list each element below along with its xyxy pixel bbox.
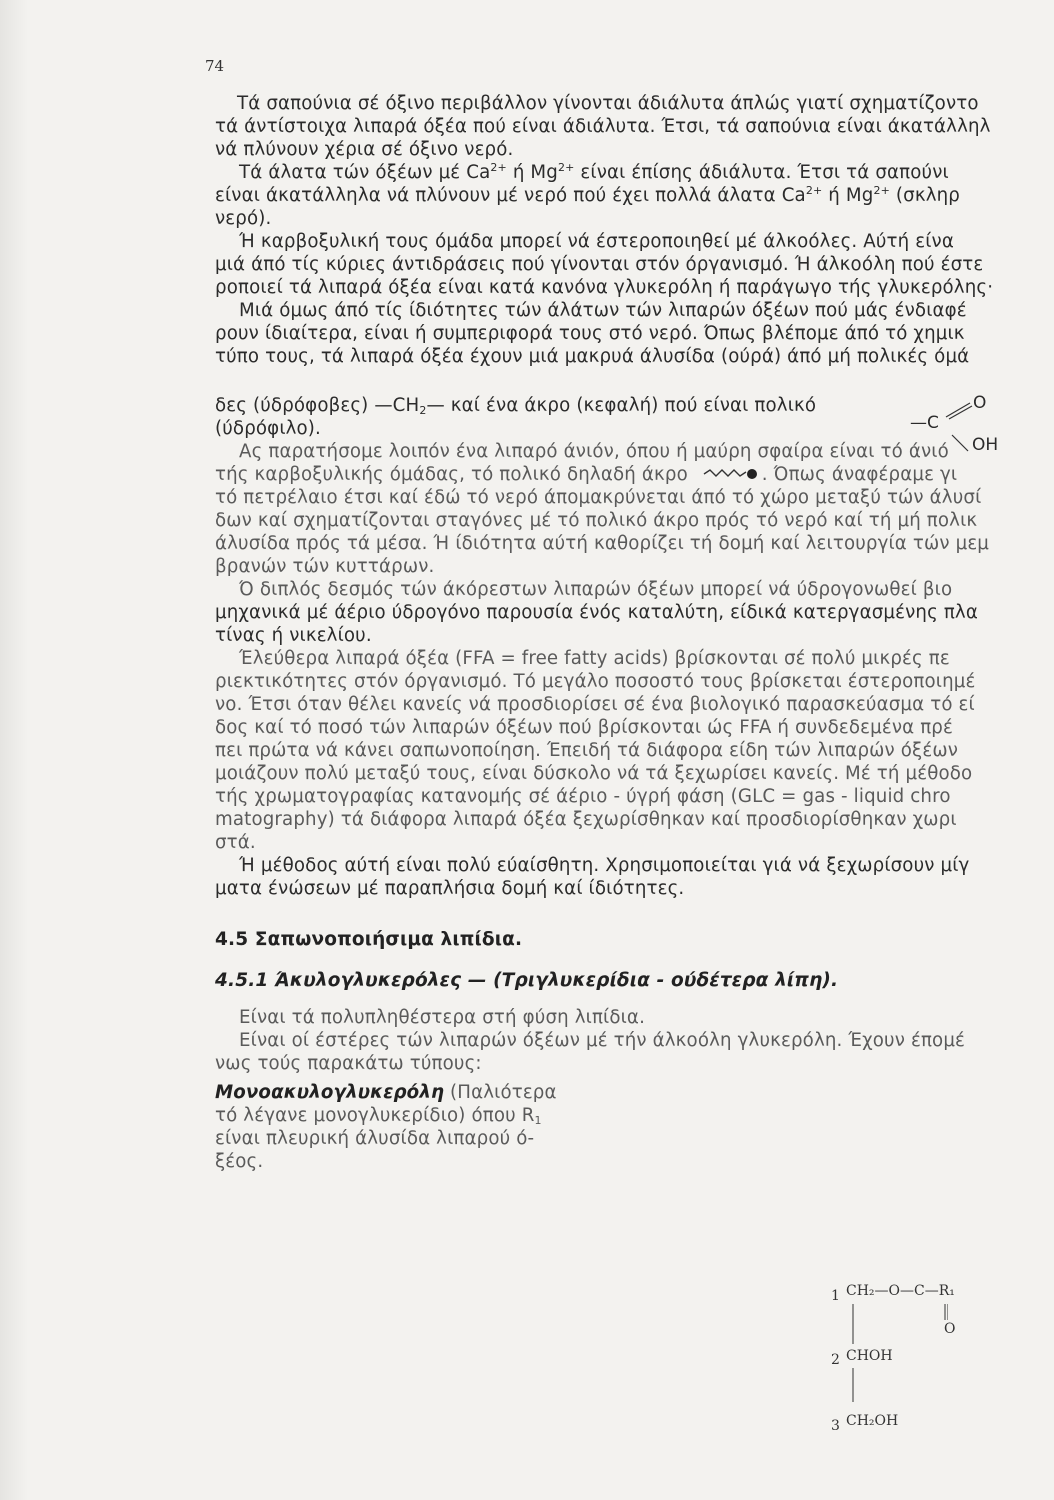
superscript: 2+ bbox=[490, 161, 507, 174]
term-monoacylglycerol: Μονοακυλογλυκερόλη bbox=[215, 1082, 445, 1103]
page-number: 74 bbox=[205, 57, 225, 75]
fatty-acid-anion-icon bbox=[702, 467, 760, 481]
text-line: Ό διπλός δεσμός τών άκόρεστων λιπαρών όξέων μπορεί νά ύδρογονωθεί βιο bbox=[239, 579, 953, 600]
text-line: ροποιεί τά λιπαρά όξέα είναι κατά κανόνα γλυκερόλη ή παράγωγο τής γλυκερόλης· bbox=[215, 277, 994, 298]
text-line: πει πρώτα νά κάνει σαπωνοποίηση. Έπειδή τά διάφορα είδη τών λιπαρών όξέων bbox=[215, 740, 959, 761]
text-line: άλυσίδα πρός τά μέσα. Ή ίδιότητα αύτή καθορίζει τή δομή καί λειτουργία τών μεμ bbox=[215, 533, 990, 554]
text-line: μηχανικά μέ άέριο ύδρογόνο παρουσία ένός καταλύτη, είδικά κατεργασμένης πλα bbox=[215, 602, 978, 623]
text-line: Μιά όμως άπό τίς ίδιότητες τών άλάτων τών λιπαρών όξέων πού μάς ένδιαφέ bbox=[239, 300, 967, 321]
text-line: νά πλύνουν χέρια σέ όξινο νερό. bbox=[215, 139, 514, 160]
carbon-number-3: 3 bbox=[831, 1418, 840, 1434]
text-line: Ή καρβοξυλική τους όμάδα μπορεί νά έστεροποιηθεί μέ άλκοόλες. Αύτή είνα bbox=[239, 231, 954, 252]
text-line: Έλεύθερα λιπαρά όξέα (FFA = free fatty acids) βρίσκονται σέ πολύ μικρές πε bbox=[239, 648, 950, 669]
text-line bbox=[215, 1104, 1050, 1127]
carbon-number-2: 2 bbox=[831, 1352, 840, 1368]
superscript: 2+ bbox=[557, 161, 575, 174]
text-line: βρανών τών κυττάρων. bbox=[215, 556, 435, 577]
text-line bbox=[215, 184, 1050, 207]
text-line: μιά άπό τίς κύριες άντιδράσεις πού γίνονται στόν όργανισμό. Ή άλκοόλη πού έστε bbox=[215, 254, 984, 275]
text-line: ματα ένώσεων μέ παραπλήσια δομή καί ίδιότητες. bbox=[215, 878, 685, 899]
text-line: δων καί σχηματίζονται σταγόνες μέ τό πολικό άκρο πρός τό νερό καί τή μή πολικ bbox=[215, 510, 978, 531]
text-line: τύπο τους, τά λιπαρά όξέα έχουν μιά μακρυά άλυσίδα (ούρά) άπό μή πολικές όμά bbox=[215, 346, 970, 367]
text-run: τό λέγανε μονογλυκερίδιο) όπου R bbox=[215, 1105, 535, 1126]
text-line: νως τούς παρακάτω τύπους: bbox=[215, 1053, 482, 1074]
text-line bbox=[215, 161, 1050, 184]
text-line: νερό). bbox=[215, 208, 272, 229]
superscript: 2+ bbox=[805, 184, 823, 197]
carboxyl-oxygen: O bbox=[973, 393, 987, 413]
single-bond-icon bbox=[950, 433, 972, 455]
text-line: τίνας ή νικελίου. bbox=[215, 625, 372, 646]
text-line: matography) τά διάφορα λιπαρά όξέα ξεχωρίσθηκαν καί προσδιορίσθηκαν χωρι bbox=[215, 809, 957, 830]
text-line: (ύδρόφιλο). bbox=[215, 418, 321, 439]
text-line: τής χρωματογραφίας κατανομής σέ άέριο - ύγρή φάση (GLC = gas - liquid chro bbox=[215, 786, 951, 807]
text-line: μοιάζουν πολύ μεταξύ τους, είναι δύσκολο νά τά ξεχωρίσει κανείς. Μέ τή μέθοδο bbox=[215, 763, 973, 784]
text-line: Ή μέθοδος αύτή είναι πολύ εύαίσθητη. Χρησιμοποιείται γιά νά ξεχωρίσουν μίγ bbox=[239, 855, 970, 876]
double-bond-icon bbox=[944, 398, 974, 420]
text-run: δες (ύδρόφοβες) —CH bbox=[215, 395, 420, 416]
carboxyl-carbon: —C bbox=[910, 413, 939, 433]
subsection-heading: 4.5.1 Άκυλογλυκερόλες — (Τριγλυκερίδια - ούδέτερα λίπη). bbox=[215, 970, 839, 991]
text-line bbox=[215, 463, 1050, 486]
subscript: 1 bbox=[534, 1114, 542, 1127]
text-run: Τά άλατα τών όξέων μέ Ca bbox=[239, 162, 491, 183]
spacer bbox=[215, 368, 1050, 394]
structure-row-3: CH₂OH bbox=[846, 1413, 899, 1429]
text-line: νο. Έτσι όταν θέλει κανείς νά προσδιορίσει σέ ένα βιολογικό παρασκεύασμα τό εί bbox=[215, 694, 975, 715]
structure-row-2: CHOH bbox=[846, 1348, 893, 1364]
text-run: είναι έπίσης άδιάλυτα. Έτσι τά σαπούνι bbox=[574, 162, 949, 183]
carbon-number-1: 1 bbox=[831, 1288, 840, 1304]
text-line: δος καί τό ποσό τών λιπαρών όξέων πού βρίσκονται ώς FFA ή συνδεδεμένα πρέ bbox=[215, 717, 953, 738]
superscript: 2+ bbox=[873, 184, 890, 197]
carbonyl-oxygen: O bbox=[944, 1321, 956, 1337]
text-line: Είναι τά πολυπληθέστερα στή φύση λιπίδια. bbox=[239, 1007, 645, 1028]
text-line: είναι πλευρική άλυσίδα λιπαρού ό- bbox=[215, 1128, 535, 1149]
text-run: (Παλιότερα bbox=[444, 1082, 557, 1103]
text-run: είναι άκατάλληλα νά πλύνουν μέ νερό πού έχει πολλά άλατα Ca bbox=[215, 185, 806, 206]
text-line: τά άντίστοιχα λιπαρά όξέα πού είναι άδιάλυτα. Έτσι, τά σαπούνια είναι άκατάλληλ bbox=[215, 116, 991, 137]
structure-row-1: CH₂—O—C—R₁ bbox=[846, 1283, 955, 1299]
text-run: ή Mg bbox=[822, 185, 874, 206]
text-line: τό πετρέλαιο έτσι καί έδώ τό νερό άπομακρύνεται άπό τό χώρο μεταξύ τών άλυσί bbox=[215, 487, 982, 508]
text-line: ρουν ίδιαίτερα, είναι ή συμπεριφορά τους στό νερό. Όπως βλέπομε άπό τό χημικ bbox=[215, 323, 965, 344]
text-line: Ας παρατήσομε λοιπόν ένα λιπαρό άνιόν, όπου ή μαύρη σφαίρα είναι τό άνιό bbox=[239, 441, 949, 462]
page-edge-shadow bbox=[0, 0, 28, 1500]
text-run: (σκληρ bbox=[889, 185, 960, 206]
text-line bbox=[215, 1081, 1050, 1104]
text-line: ριεκτικότητες στόν όργανισμό. Τό μεγάλο ποσοστό τους βρίσκεται έστεροποιημέ bbox=[215, 671, 976, 692]
text-run: . Όπως άναφέραμε γι bbox=[761, 464, 958, 485]
text-line: στά. bbox=[215, 832, 256, 853]
text-run: — καί ένα άκρο (κεφαλή) πού είναι πολικό bbox=[426, 395, 817, 416]
subscript: 2 bbox=[419, 404, 427, 417]
section-heading: 4.5 Σαπωνοποιήσιμα λιπίδια. bbox=[215, 929, 523, 950]
page-body bbox=[215, 92, 1050, 1173]
text-line: ξέος. bbox=[215, 1151, 264, 1172]
text-run: τής καρβοξυλικής όμάδας, τό πολικό δηλαδή άκρο bbox=[215, 464, 688, 485]
text-run: ή Mg bbox=[506, 162, 558, 183]
carboxyl-hydroxyl: OH bbox=[972, 435, 999, 455]
text-line: Είναι οί έστέρες τών λιπαρών όξέων μέ τήν άλκοόλη γλυκερόλη. Έχουν έπομέ bbox=[239, 1030, 966, 1051]
text-line: Τά σαπούνια σέ όξινο περιβάλλον γίνονται άδιάλυτα άπλώς γιατί σχηματίζοντο bbox=[237, 93, 979, 114]
